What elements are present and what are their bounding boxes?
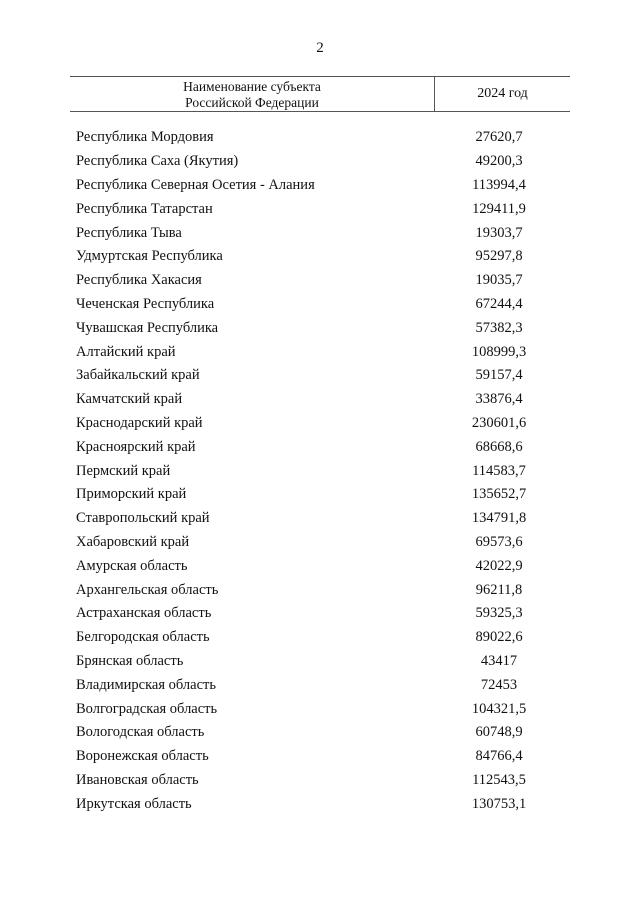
region-value: 59157,4	[475, 367, 523, 384]
region-name: Белгородская область	[76, 629, 210, 646]
region-name: Камчатский край	[76, 391, 183, 408]
table-row	[76, 126, 570, 150]
region-value: 27620,7	[475, 129, 523, 146]
region-name: Чувашская Республика	[76, 319, 219, 336]
table-row	[76, 531, 570, 555]
table-row	[76, 602, 570, 626]
table-row	[76, 578, 570, 602]
table-row	[76, 626, 570, 650]
region-value: 49200,3	[475, 153, 523, 170]
table-row	[76, 697, 570, 721]
region-name: Иркутская область	[76, 795, 192, 812]
region-name: Ставропольский край	[76, 510, 210, 527]
region-value: 104321,5	[471, 700, 527, 717]
table-row	[76, 554, 570, 578]
table-row	[76, 650, 570, 674]
region-value: 130753,1	[471, 795, 527, 812]
table-row	[76, 245, 570, 269]
region-value: 72453	[480, 676, 518, 693]
region-name: Амурская область	[76, 557, 188, 574]
table-row	[76, 293, 570, 317]
table-row	[76, 792, 570, 816]
table-body	[76, 126, 570, 816]
region-value: 69573,6	[475, 533, 523, 550]
region-name: Республика Мордовия	[76, 129, 214, 146]
table-row	[76, 673, 570, 697]
region-value: 19303,7	[475, 224, 523, 241]
region-name: Вологодская область	[76, 724, 205, 741]
region-value: 67244,4	[475, 295, 523, 312]
region-name: Алтайский край	[76, 343, 176, 360]
region-value: 95297,8	[475, 248, 523, 265]
region-name: Воронежская область	[76, 748, 209, 765]
table-row	[76, 721, 570, 745]
region-value: 33876,4	[475, 391, 523, 408]
region-value: 114583,7	[472, 462, 526, 479]
region-name: Архангельская область	[76, 581, 219, 598]
table-row	[76, 435, 570, 459]
region-value: 129411,9	[472, 200, 526, 217]
region-name: Республика Тыва	[76, 224, 182, 241]
table-row	[76, 221, 570, 245]
region-name: Астраханская область	[76, 605, 212, 622]
region-name: Приморский край	[76, 486, 187, 503]
region-value: 96211,8	[475, 581, 523, 598]
region-name: Забайкальский край	[76, 367, 200, 384]
table-row	[76, 483, 570, 507]
region-name: Краснодарский край	[76, 414, 203, 431]
region-value: 68668,6	[475, 438, 523, 455]
table-row	[76, 769, 570, 793]
table-row	[76, 507, 570, 531]
table-row	[76, 459, 570, 483]
region-value: 59325,3	[475, 605, 523, 622]
table-row	[76, 745, 570, 769]
region-name: Волгоградская область	[76, 700, 218, 717]
table-row	[76, 197, 570, 221]
region-value: 84766,4	[475, 748, 523, 765]
header-subject-column: Наименование субъекта Российской Федерации	[70, 77, 435, 111]
region-name: Владимирская область	[76, 676, 216, 693]
region-value: 112543,5	[472, 771, 526, 788]
table-row	[76, 316, 570, 340]
page-number: 2	[316, 40, 324, 56]
table-row	[76, 174, 570, 198]
region-value: 19035,7	[475, 272, 523, 289]
region-value: 108999,3	[471, 343, 527, 360]
table-row	[76, 340, 570, 364]
region-value: 113994,4	[472, 176, 526, 193]
region-name: Пермский край	[76, 462, 171, 479]
table-header	[70, 76, 570, 112]
region-name: Республика Татарстан	[76, 200, 213, 217]
region-value: 60748,9	[475, 724, 523, 741]
table-row	[76, 388, 570, 412]
region-value: 57382,3	[475, 319, 523, 336]
table-row	[76, 412, 570, 436]
region-name: Республика Северная Осетия - Алания	[76, 176, 315, 193]
region-name: Республика Хакасия	[76, 272, 202, 289]
region-value: 230601,6	[471, 414, 527, 431]
region-value: 42022,9	[475, 557, 523, 574]
table-row	[76, 269, 570, 293]
region-name: Хабаровский край	[76, 533, 190, 550]
region-value: 134791,8	[471, 510, 527, 527]
region-name: Ивановская область	[76, 771, 199, 788]
region-value: 43417	[480, 652, 518, 669]
header-year-column: 2024 год	[477, 86, 528, 101]
region-name: Брянская область	[76, 652, 184, 669]
region-value: 89022,6	[475, 629, 523, 646]
region-value: 135652,7	[471, 486, 527, 503]
region-name: Удмуртская Республика	[76, 248, 223, 265]
region-name: Чеченская Республика	[76, 295, 215, 312]
region-name: Республика Саха (Якутия)	[76, 153, 239, 170]
table-row	[76, 364, 570, 388]
table-row	[76, 150, 570, 174]
region-name: Красноярский край	[76, 438, 196, 455]
